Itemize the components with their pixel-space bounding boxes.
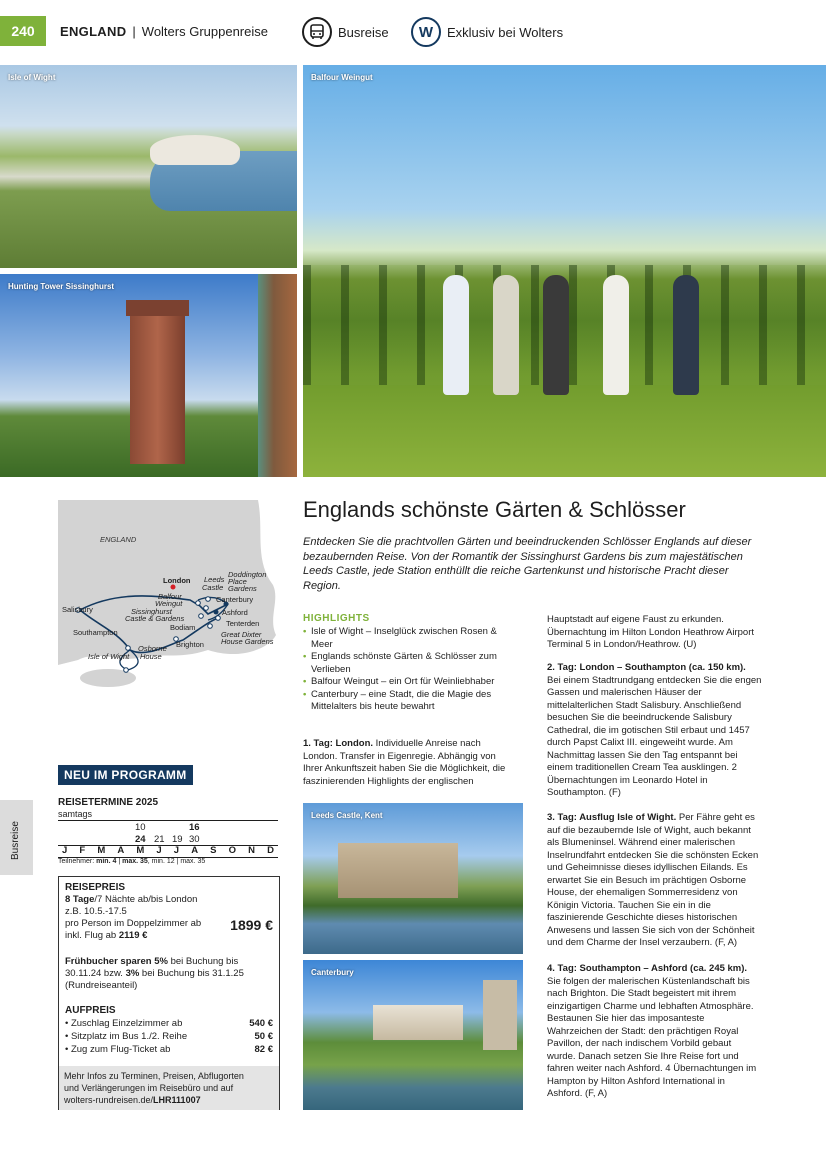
surcharges-title: AUFPREIS [65,1005,116,1016]
photo-balfour-vineyard [303,65,826,477]
photo-tower-shape [483,980,517,1050]
map-label-balfour-2: Weingut [155,599,183,608]
bus-travel-label [302,17,389,47]
month-label: J [62,845,68,856]
london-marker [171,585,176,590]
surcharge-row: • Sitzplatz im Bus 1./2. Reihe 50 € [65,1031,273,1042]
day1-continued: Hauptstadt auf eigene Faust zu erkunden. Übernachtung im Hilton London Heathrow Airport Terminal 5 in London/Heathrow. (U) [547,614,755,650]
photo-canterbury [303,960,523,1110]
day4-text: 4. Tag: Southampton – Ashford (ca. 245 km). Sie folgen der malerischen Küstenlandschaft bis nach Brighton. Die Stadt begeistert mit ihrem einzigartigen Charme und lebhaften Atmosphäre. Bestaunen Sie hier das imposanteste Wahrzeichen der Stadt: den prächtigen Royal Pavillon, der nach indischem Vorbild gebaut wurde. Danach setzen Sie Ihre Reise fort und fahren weiter nach Ashford. 4 Übernachtungen im Hampton by Hilton Ashford International in Ashford. (F, A) [547,963,757,1099]
month-label: J [156,845,162,856]
map-label-osborne-1: Osborne [138,644,167,653]
photo-person-shape [543,275,569,395]
article-intro: Entdecken Sie die prachtvollen Gärten und beeindruckenden Schlösser Englands auf dieser bezaubernden Reise. Von der Romantik der Sissinghurst Gardens bis zum majestätischen Leeds Castle, jede Station enthüllt die reiche Gartenkunst und historische Pracht dieser Region. [303,536,752,592]
more-info-box: Mehr Infos zu Terminen, Preisen, Abflugorten und Verlängerungen im Reisebüro und auf wolters-rundreisen.de/LHR111007 [59,1066,279,1110]
month-label: M [136,845,145,856]
route-map [58,500,280,722]
surcharge-row: • Zuschlag Einzelzimmer ab 540 € [65,1018,273,1029]
map-label-london: London [163,576,191,585]
side-tab-busreise [0,800,33,875]
article-title: Englands schönste Gärten & Schlösser [303,497,686,522]
early-booking: Frühbucher sparen 5% bei Buchung bis 30.11.24 bzw. 3% bei Buchung bis 31.1.25 (Rundreiseanteil) [65,956,244,991]
participants-info: Teilnehmer: min. 4 | max. 35, min. 12 | max. 35 [58,858,206,865]
map-label-great-dixter-2: House Gardens [221,637,274,646]
map-label-brighton: Brighton [176,640,204,649]
price-flight: inkl. Flug ab 2119 € [65,930,148,941]
date-jun: 21 [154,834,165,845]
photo-caption: Leeds Castle, Kent [311,811,383,820]
photo-isle-of-wight [0,65,297,268]
header-divider: | [132,24,136,39]
map-label-great-dixter-1: Great Dixter [221,630,262,639]
photo-person-shape [443,275,469,395]
bus-label: Busreise [338,24,389,40]
price-duration: 8 Tage/7 Nächte ab/bis London [65,894,198,905]
map-label-isle-of-wight: Isle of Wight [88,652,130,661]
map-label-doddington-3: Gardens [228,584,257,593]
month-label: N [248,845,255,856]
highlight-item: • Isle of Wight – Inselglück zwischen Rosen & Meer [303,626,497,650]
header-country: ENGLAND [60,24,127,39]
bus-icon [302,17,332,47]
photo-caption: Hunting Tower Sissinghurst [8,282,115,291]
map-label-balfour-1: Balfour [158,592,182,601]
price-per-person: pro Person im Doppelzimmer ab [65,918,202,929]
photo-caption: Isle of Wight [8,73,56,82]
month-label: F [79,845,86,856]
map-label-osborne-2: House [140,652,162,661]
highlights-title: HIGHLIGHTS [303,613,370,624]
map-label-bodiam: Bodiam [170,623,196,632]
day1-text: 1. Tag: London. Individuelle Anreise nach London. Transfer in Eigenregie. Abhängig von Ihrer Ankunftszeit haben Sie die Möglichkeit, die faszinierenden Highlights der englischen [303,738,506,787]
new-in-program-badge: NEU IM PROGRAMM [58,765,193,785]
photo-cliff-shape [150,135,240,165]
page-number: 240 [0,16,46,46]
photo-leeds-castle [303,803,523,954]
exclusive-text: Exklusiv bei Wolters [447,24,564,40]
day3-text: 3. Tag: Ausflug Isle of Wight. Per Fähre geht es auf die bezaubernde Isle of Wight, auch bekannt als Blumeninsel. Während einer malerischen Inselrundfahrt entdecken Sie die schönsten Ecken und Geheimnisse dieses idyllischen Eilands. Es erwartet Sie ein Besuch im prächtigen Osborne House, der ehemaligen Sommerresidenz von Königin Victoria. Tauchen Sie ein in die faszinierende Geschichte dieses historischen Anwesens und lassen Sie sich von der Schönheit und dem Charme der Insel verzaubern. (F, A) [547,812,759,948]
map-region-label: ENGLAND [100,535,137,544]
map-label-doddington-1: Doddington [228,570,267,579]
month-label: A [191,845,199,856]
months-row [58,845,278,856]
exclusive-label [411,17,563,47]
map-label-sissinghurst-1: Sissinghurst [131,607,172,616]
map-label-ashford: Ashford [222,608,248,617]
price-details [65,882,201,942]
price-title: REISEPREIS [65,882,126,893]
month-label: J [173,845,180,856]
month-label: O [228,845,237,856]
photo-caption: Balfour Weingut [311,73,373,82]
date-aug-2: 30 [189,834,200,845]
highlight-item: • Balfour Weingut – ein Ort für Weinliebhaber [303,676,495,687]
highlight-item: • Canterbury – eine Stadt, die die Magie des Mittelalters bis heute bewahrt [303,688,492,712]
page-header-title [60,24,268,39]
date-may-2: 24 [135,834,146,845]
month-label: A [117,845,125,856]
travel-dates-title: REISETERMINE 2025 [58,797,159,808]
divider [58,820,278,821]
map-label-sissinghurst-2: Castle & Gardens [125,614,185,623]
map-label-leeds-1: Leeds [204,575,225,584]
surcharge-row: • Zug zum Flug-Ticket ab 82 € [65,1044,273,1055]
photo-castle-shape [338,843,458,898]
highlights-list [303,626,506,714]
map-label-canterbury: Canterbury [216,595,254,604]
wolters-logo-icon: W [411,17,441,47]
month-label: M [97,845,106,856]
photo-person-shape [493,275,519,395]
map-label-southampton: Southampton [73,628,118,637]
date-may-1: 10 [135,822,146,833]
photo-person-shape [673,275,699,395]
photo-tower-shape [130,314,185,464]
side-tab-label: Busreise [10,821,21,860]
price-box [58,876,280,1110]
map-label-tenterden: Tenterden [226,619,260,628]
map-label-salisbury: Salisbury [62,605,93,614]
month-label: S [210,845,217,856]
day2-text: 2. Tag: London – Southampton (ca. 150 km). Bei einem Stadtrundgang entdecken Sie die engen Gassen und malerischen Häuser der mittelalterlichen Stadt Salisbury. Anschließend besuchen Sie die beeindruckende Salisbury Cathedral, die im gotischen Stil erbaut und 1457 durch Papst Calixt III. eingeweiht wurde. Am Nachmittag lassen Sie den Tag entspannt bei einem traditionellen Cream Tea ausklingen. 2 Übernachtungen im Leonardo Hotel in Southampton. (F) [547,662,762,798]
month-label: D [267,845,274,856]
date-jul: 19 [172,834,183,845]
photo-gate-shape [258,274,297,477]
photo-hunting-tower [0,274,297,477]
price-amount: 1899 € [230,917,273,933]
photo-house-shape [373,1005,463,1040]
map-label-doddington-2: Place [228,577,247,586]
price-example: z.B. 10.5.-17.5 [65,906,127,917]
travel-dates-subtitle: samtags [58,809,93,819]
info-link[interactable]: wolters-rundreisen.de/LHR111007 [64,1095,201,1105]
header-group: Wolters Gruppenreise [141,24,268,39]
date-aug-1: 16 [189,822,200,833]
highlight-item: • Englands schönste Gärten & Schlösser zum Verlieben [303,651,497,675]
map-label-leeds-2: Castle [202,583,224,592]
photo-person-shape [603,275,629,395]
photo-caption: Canterbury [311,968,354,977]
